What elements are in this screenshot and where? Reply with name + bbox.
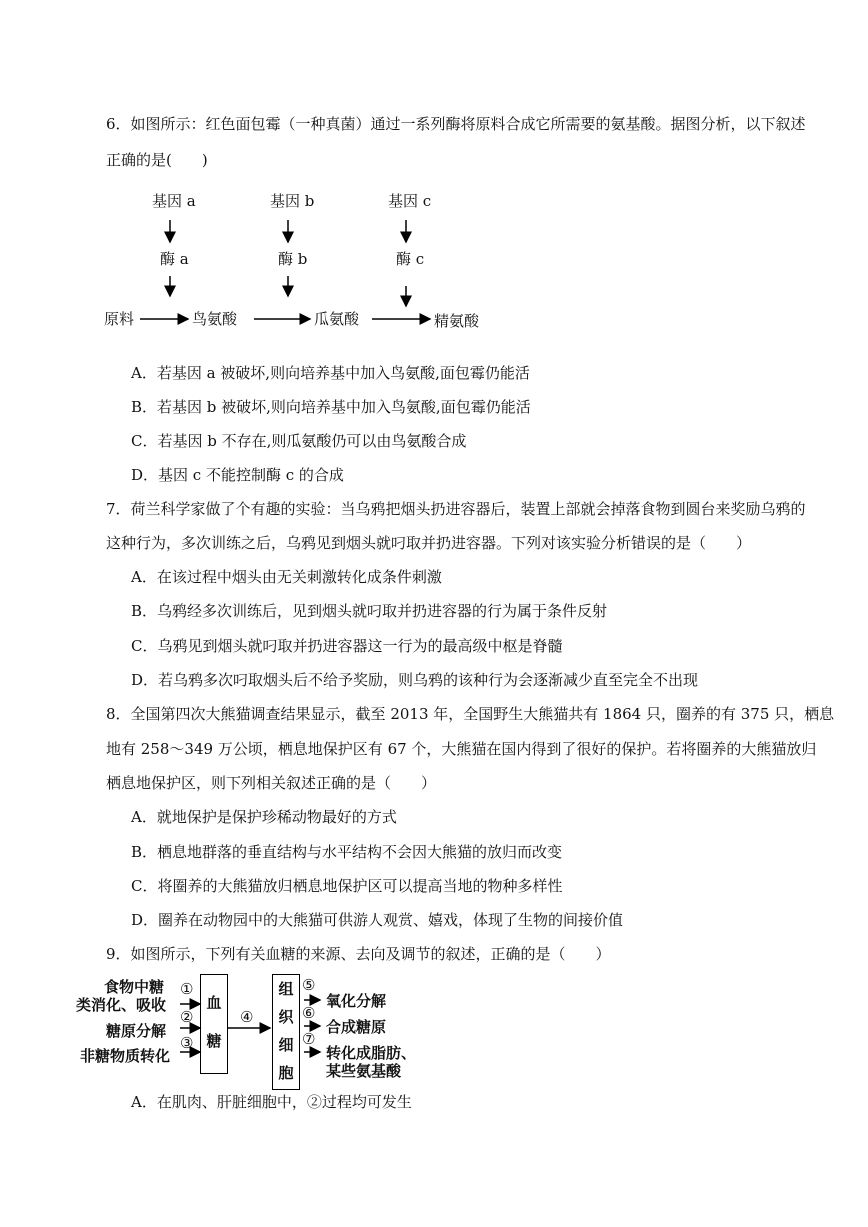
dest-label-2: 合成糖原 (326, 1018, 387, 1036)
blood-sugar-char-1: 血 (206, 994, 222, 1012)
tissue-char-1: 组 (278, 980, 294, 998)
blood-sugar-box (200, 974, 228, 1074)
q6-option-a: A．若基因 a 被破坏,则向培养基中加入鸟氨酸,面包霉仍能活 (131, 364, 530, 382)
source-label-1a: 食物中糖 (104, 978, 165, 996)
tissue-cell-box (272, 974, 300, 1090)
q7-option-a: A．在该过程中烟头由无关刺激转化成条件刺激 (131, 568, 442, 586)
tissue-char-2: 织 (278, 1008, 294, 1026)
label-enzyme-b: 酶 b (278, 250, 308, 268)
dest-label-3a: 转化成脂肪、 (326, 1044, 417, 1062)
label-ornithine: 鸟氨酸 (192, 310, 238, 328)
label-arginine: 精氨酸 (434, 312, 480, 330)
q6-option-b: B．若基因 b 被破坏,则向培养基中加入鸟氨酸,面包霉仍能活 (131, 398, 531, 416)
process-num-7: ⑦ (302, 1030, 316, 1048)
process-num-4: ④ (240, 1008, 254, 1026)
source-label-2: 糖原分解 (106, 1022, 167, 1040)
q6-enzyme-pathway-diagram (100, 188, 520, 338)
tissue-char-4: 胞 (278, 1064, 294, 1082)
label-gene-b: 基因 b (270, 192, 315, 210)
label-citrulline: 瓜氨酸 (314, 310, 360, 328)
q7-option-c: C．乌鸦见到烟头就叼取并扔进容器这一行为的最高级中枢是脊髓 (131, 637, 563, 655)
q6-stem-line2: 正确的是( ) (106, 151, 208, 169)
q7-stem-line2: 这种行为，多次训练之后，乌鸦见到烟头就叼取并扔进容器。下列对该实验分析错误的是（ ） (106, 534, 752, 552)
label-gene-c: 基因 c (388, 192, 432, 210)
process-num-3: ③ (180, 1034, 194, 1052)
q6-option-d: D．基因 c 不能控制酶 c 的合成 (131, 466, 344, 484)
q6-option-c: C．若基因 b 不存在,则瓜氨酸仍可以由鸟氨酸合成 (131, 432, 467, 450)
q8-option-c: C．将圈养的大熊猫放归栖息地保护区可以提高当地的物种多样性 (131, 877, 563, 895)
q8-option-a: A．就地保护是保护珍稀动物最好的方式 (131, 808, 397, 826)
q9-option-a: A．在肌肉、肝脏细胞中，②过程均可发生 (131, 1093, 412, 1111)
process-num-2: ② (180, 1008, 194, 1026)
source-label-3: 非糖物质转化 (80, 1047, 171, 1065)
q9-blood-sugar-diagram (76, 972, 436, 1090)
q8-stem-line2: 地有 258～349 万公顷，栖息地保护区有 67 个，大熊猫在国内得到了很好的保护。若将圈养的大熊猫放归 (106, 740, 817, 758)
q8-stem-line1: 8．全国第四次大熊猫调查结果显示，截至 2013 年，全国野生大熊猫共有 1864 只，圈养的有 375 只，栖息 (106, 705, 835, 723)
q7-stem-line1: 7．荷兰科学家做了个有趣的实验：当乌鸦把烟头扔进容器后，装置上部就会掉落食物到圆台来奖励乌鸦的 (106, 500, 806, 518)
label-enzyme-a: 酶 a (160, 250, 189, 268)
dest-label-1: 氧化分解 (326, 992, 387, 1010)
label-raw-material: 原料 (104, 310, 135, 328)
dest-label-3b: 某些氨基酸 (326, 1062, 402, 1080)
q9-stem-line1: 9．如图所示，下列有关血糖的来源、去向及调节的叙述，正确的是（ ） (106, 945, 611, 963)
process-num-5: ⑤ (302, 976, 316, 994)
q7-option-d: D．若乌鸦多次叼取烟头后不给予奖励，则乌鸦的该种行为会逐渐减少直至完全不出现 (131, 671, 699, 689)
q8-stem-line3: 栖息地保护区，则下列相关叙述正确的是（ ） (106, 774, 437, 792)
tissue-char-3: 细 (278, 1036, 294, 1054)
label-gene-a: 基因 a (152, 192, 196, 210)
q6-stem-line1: 6．如图所示：红色面包霉（一种真菌）通过一系列酶将原料合成它所需要的氨基酸。据图分析，以下叙述 (106, 115, 806, 133)
label-enzyme-c: 酶 c (396, 250, 425, 268)
q8-option-d: D．圈养在动物园中的大熊猫可供游人观赏、嬉戏，体现了生物的间接价值 (131, 911, 624, 929)
q8-option-b: B．栖息地群落的垂直结构与水平结构不会因大熊猫的放归而改变 (131, 843, 563, 861)
q7-option-b: B．乌鸦经多次训练后，见到烟头就叼取并扔进容器的行为属于条件反射 (131, 602, 608, 620)
process-num-6: ⑥ (302, 1004, 316, 1022)
source-label-1b: 类消化、吸收 (76, 996, 167, 1014)
blood-sugar-char-2: 糖 (206, 1032, 222, 1050)
process-num-1: ① (180, 980, 194, 998)
